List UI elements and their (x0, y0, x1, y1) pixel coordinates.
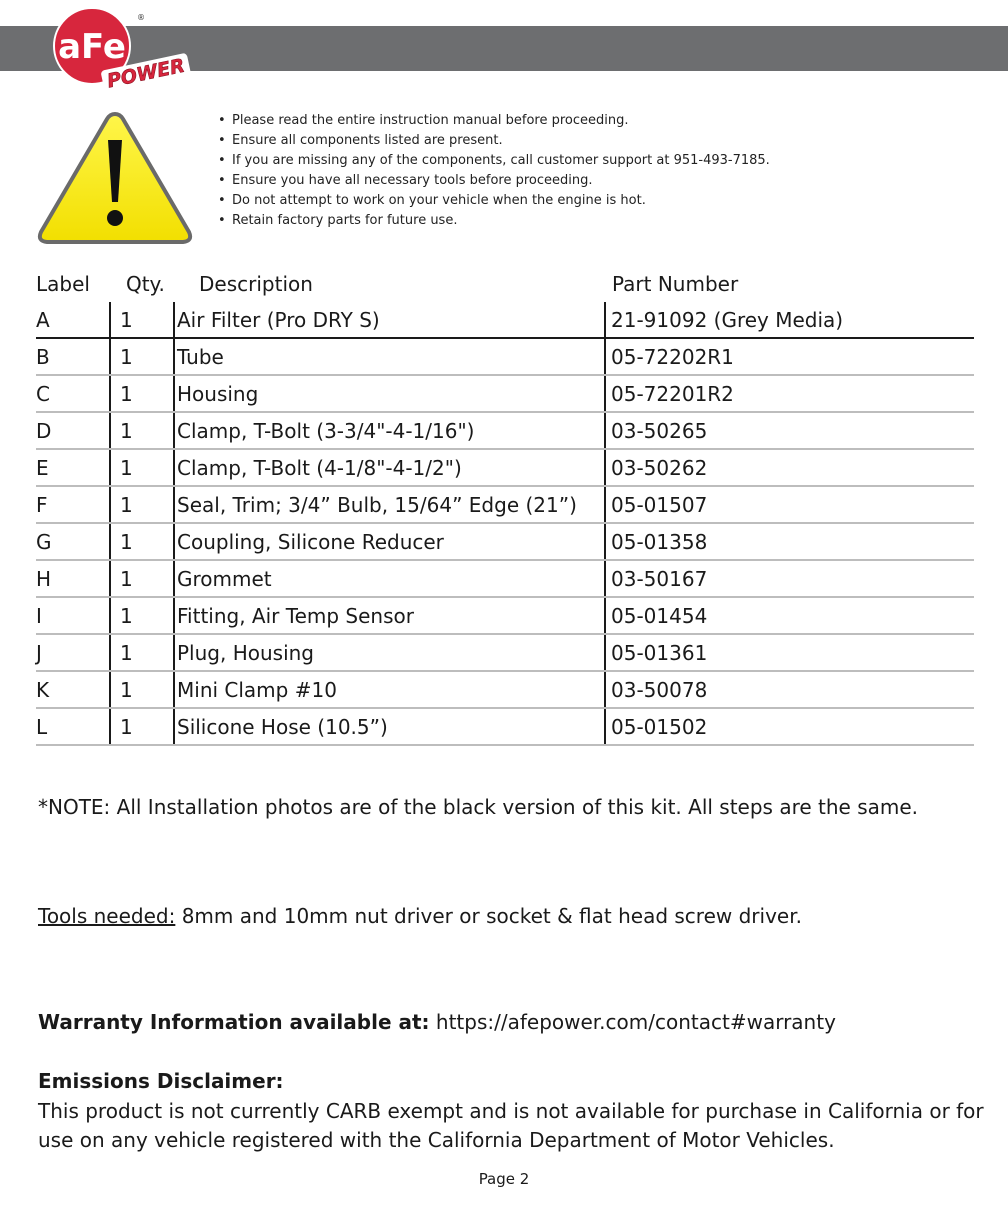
cell-part-number: 03-50167 (605, 560, 974, 597)
notice-item: • Ensure all components listed are present. (218, 131, 770, 151)
header-qty: Qty. (125, 272, 165, 296)
cell-label: F (36, 486, 110, 523)
cell-description: Clamp, T-Bolt (4-1/8"-4-1/2") (174, 449, 605, 486)
tools-label: Tools needed: (38, 904, 176, 928)
cell-label: J (36, 634, 110, 671)
header-part-number: Part Number (612, 272, 739, 296)
cell-description: Housing (174, 375, 605, 412)
cell-label: C (36, 375, 110, 412)
cell-part-number: 05-01502 (605, 708, 974, 745)
cell-label: B (36, 338, 110, 375)
cell-description: Silicone Hose (10.5”) (174, 708, 605, 745)
cell-part-number: 05-01358 (605, 523, 974, 560)
cell-description: Plug, Housing (174, 634, 605, 671)
emissions-text: This product is not currently CARB exempt and is not available for purchase in California or for use on any vehicle registered with the California Department of Motor Vehicles. (38, 1099, 984, 1152)
warranty-url[interactable]: https://afepower.com/contact#warranty (429, 1010, 836, 1034)
table-row (36, 375, 974, 412)
cell-qty: 1 (110, 449, 174, 486)
cell-part-number: 05-72202R1 (605, 338, 974, 375)
cell-qty: 1 (110, 671, 174, 708)
cell-label: D (36, 412, 110, 449)
table-row (36, 523, 974, 560)
table-row (36, 302, 974, 338)
tools-text: 8mm and 10mm nut driver or socket & flat head screw driver. (175, 904, 802, 928)
table-row (36, 560, 974, 597)
table-row (36, 449, 974, 486)
cell-label: L (36, 708, 110, 745)
cell-description: Grommet (174, 560, 605, 597)
cell-description: Mini Clamp #10 (174, 671, 605, 708)
cell-label: K (36, 671, 110, 708)
warranty-info (38, 1010, 836, 1034)
logo-subtext: POWER (105, 54, 187, 93)
cell-part-number: 05-01454 (605, 597, 974, 634)
table-row (36, 597, 974, 634)
cell-label: A (36, 302, 110, 338)
cell-part-number: 05-01507 (605, 486, 974, 523)
tools-needed (38, 904, 802, 928)
cell-description: Air Filter (Pro DRY S) (174, 302, 605, 338)
cell-part-number: 03-50078 (605, 671, 974, 708)
cell-qty: 1 (110, 412, 174, 449)
cell-qty: 1 (110, 302, 174, 338)
cell-description: Coupling, Silicone Reducer (174, 523, 605, 560)
notice-item: • Do not attempt to work on your vehicle when the engine is hot. (218, 191, 770, 211)
notice-item: • Ensure you have all necessary tools before proceeding. (218, 171, 770, 191)
parts-table (36, 266, 974, 746)
cell-qty: 1 (110, 634, 174, 671)
notice-item: • Retain factory parts for future use. (218, 211, 770, 231)
installation-note: *NOTE: All Installation photos are of the black version of this kit. All steps are the same. (38, 795, 919, 819)
notice-item: • Please read the entire instruction manual before proceeding. (218, 111, 770, 131)
cell-description: Clamp, T-Bolt (3-3/4"-4-1/16") (174, 412, 605, 449)
emissions-title: Emissions Disclaimer: (38, 1069, 284, 1093)
cell-description: Seal, Trim; 3/4” Bulb, 15/64” Edge (21”) (174, 486, 605, 523)
cell-description: Fitting, Air Temp Sensor (174, 597, 605, 634)
table-row (36, 412, 974, 449)
cell-qty: 1 (110, 708, 174, 745)
warranty-label: Warranty Information available at: (38, 1010, 430, 1034)
logo-text: aFe (58, 27, 126, 67)
notice-item: • If you are missing any of the components, call customer support at 951-493-7185. (218, 151, 770, 171)
cell-part-number: 03-50262 (605, 449, 974, 486)
table-row (36, 486, 974, 523)
cell-qty: 1 (110, 375, 174, 412)
table-row (36, 671, 974, 708)
afe-power-logo (44, 2, 194, 102)
table-header-row (36, 266, 974, 302)
cell-part-number: 05-72201R2 (605, 375, 974, 412)
cell-part-number: 03-50265 (605, 412, 974, 449)
header-label: Label (36, 272, 90, 296)
table-row (36, 634, 974, 671)
cell-label: E (36, 449, 110, 486)
warning-icon (36, 110, 194, 246)
cell-qty: 1 (110, 560, 174, 597)
header-label-qty (36, 266, 174, 302)
page-number: Page 2 (478, 1170, 530, 1188)
cell-qty: 1 (110, 597, 174, 634)
cell-label: G (36, 523, 110, 560)
safety-notices (218, 111, 770, 231)
header-description: Description (199, 272, 313, 296)
cell-part-number: 21-91092 (Grey Media) (605, 302, 974, 338)
cell-label: H (36, 560, 110, 597)
registered-mark: ® (137, 13, 145, 22)
cell-description: Tube (174, 338, 605, 375)
cell-part-number: 05-01361 (605, 634, 974, 671)
cell-qty: 1 (110, 486, 174, 523)
cell-label: I (36, 597, 110, 634)
table-row (36, 338, 974, 375)
cell-qty: 1 (110, 338, 174, 375)
cell-qty: 1 (110, 523, 174, 560)
table-row (36, 708, 974, 745)
